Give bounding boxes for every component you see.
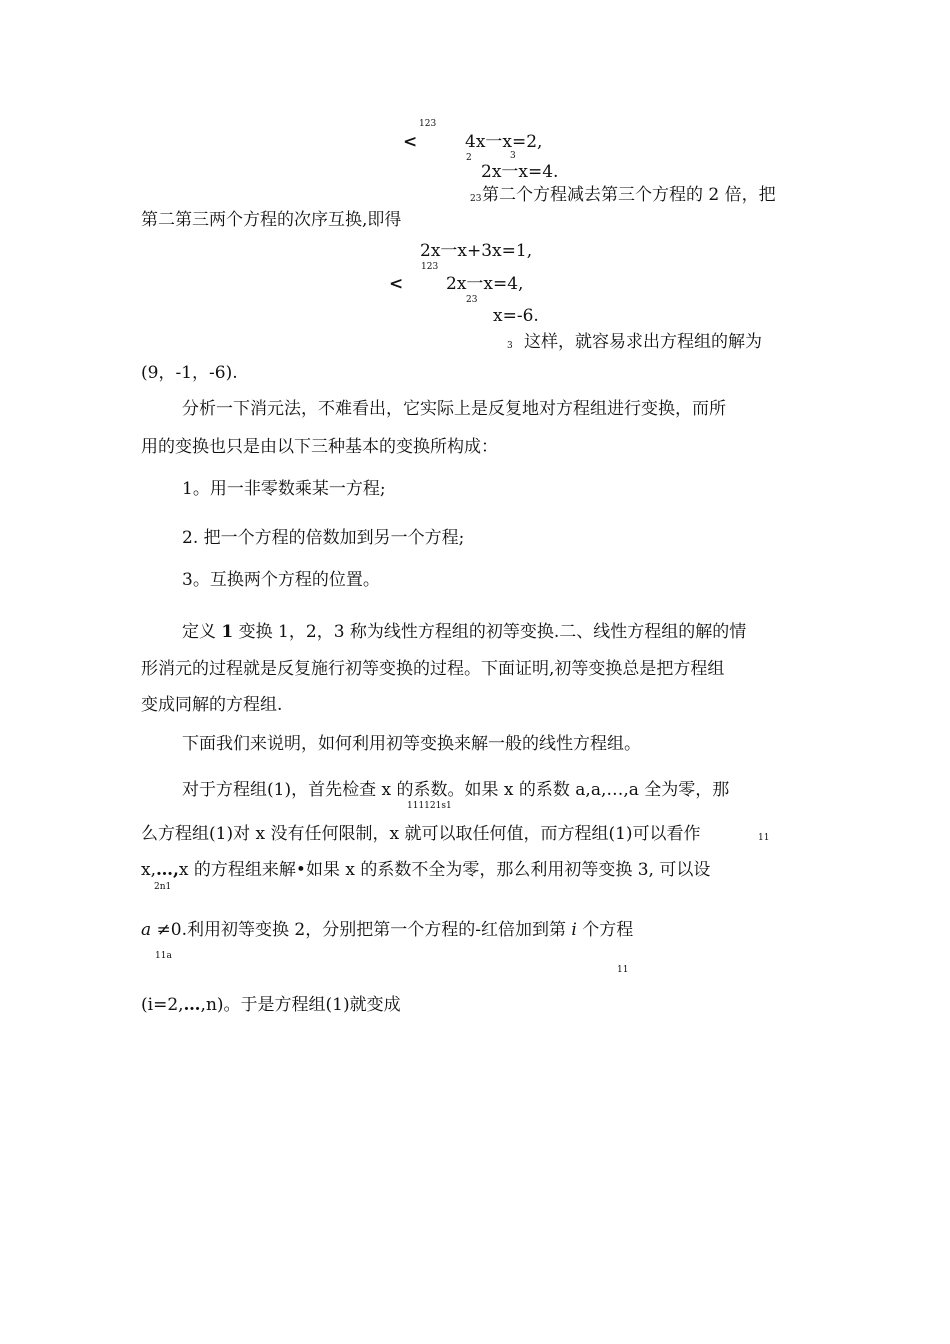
- subscript: 11: [758, 833, 770, 843]
- list-item: 2. 把一个方程的倍数加到另一个方程;: [182, 528, 465, 548]
- paragraph-line: (i=2,…,n)。于是方程组(1)就变成: [141, 995, 401, 1015]
- paragraph-line: 形消元的过程就是反复施行初等变换的过程。下面证明,初等变换总是把方程组: [141, 659, 725, 679]
- system-brace: <: [403, 132, 418, 152]
- text-line: 第二第三两个方程的次序互换,即得: [141, 210, 402, 230]
- definition-line: 定义 1 变换 1，2，3 称为线性方程组的初等变换.二、线性方程组的解的情: [182, 622, 747, 642]
- subscript: 3: [507, 341, 513, 351]
- paragraph-line: 变成同解的方程组.: [141, 695, 283, 715]
- list-item: 1。用一非零数乘某一方程;: [182, 479, 386, 499]
- subscript: 3: [510, 151, 516, 161]
- system-brace: <: [389, 274, 404, 294]
- subscript: 111121s1: [407, 801, 452, 811]
- subscript: 11a: [155, 951, 172, 961]
- paragraph-line: 下面我们来说明，如何利用初等变换来解一般的线性方程组。: [182, 734, 641, 754]
- equation: 2x一x=4.: [481, 162, 559, 182]
- equation: x=-6.: [493, 306, 539, 326]
- subscript: 123: [419, 119, 437, 129]
- text-line: (9，-1，-6).: [141, 363, 238, 383]
- paragraph-line: 么方程组(1)对 x 没有任何限制，x 就可以取任何值，而方程组(1)可以看作: [141, 824, 701, 844]
- subscript: 11: [617, 965, 629, 975]
- equation: 2x一x=4,: [446, 274, 524, 294]
- paragraph-line: a ≠0.利用初等变换 2，分别把第一个方程的-红倍加到第 i 个方程: [141, 920, 634, 940]
- equation: 4x一x=2,: [465, 132, 543, 152]
- subscript: 2: [466, 153, 472, 163]
- paragraph-line: 对于方程组(1)，首先检查 x 的系数。如果 x 的系数 a,a,…,a 全为零，那: [182, 780, 730, 800]
- subscript: 123: [421, 262, 439, 272]
- list-item: 3。互换两个方程的位置。: [182, 570, 380, 590]
- text-line: 这样，就容易求出方程组的解为: [524, 332, 762, 352]
- subscript: 23: [470, 194, 482, 204]
- paragraph-line: 分析一下消元法，不难看出，它实际上是反复地对方程组进行变换，而所: [182, 399, 726, 419]
- equation: 2x一x+3x=1,: [420, 241, 533, 261]
- paragraph-line: 用的变换也只是由以下三种基本的变换所构成：: [141, 437, 498, 457]
- text-line: 第二个方程减去第三个方程的 2 倍，把: [482, 185, 776, 205]
- paragraph-line: x,…,x 的方程组来解•如果 x 的系数不全为零，那么利用初等变换 3, 可以设: [141, 860, 711, 880]
- subscript: 2n1: [154, 882, 172, 892]
- subscript: 23: [466, 295, 478, 305]
